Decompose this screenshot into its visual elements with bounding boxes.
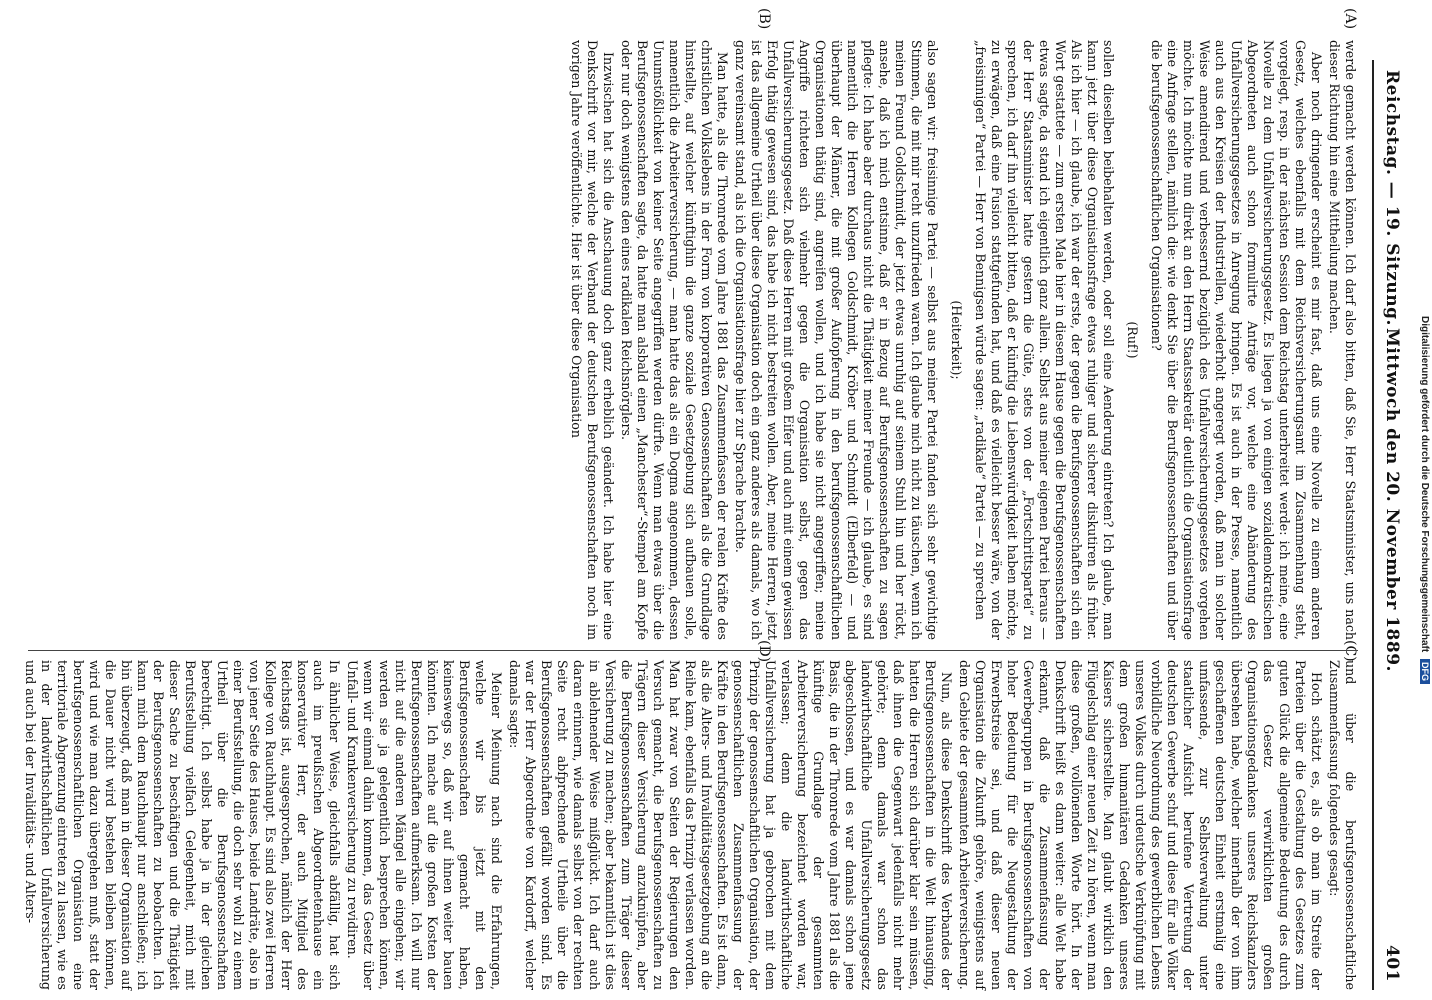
column-divider	[28, 650, 1358, 651]
paragraph: werde gemacht werden können. Ich darf also bitten, daß Sie, Herr Staatsminister, uns nach dieser Richtung hin eine Mittheilung machen.	[1327, 40, 1358, 640]
funding-note: Digitalisierung gefördert durch die Deutsche Forschungsgemeinschaft	[1419, 316, 1430, 653]
dfg-logo: DFG	[1420, 659, 1430, 684]
marker-a: (A)	[1342, 8, 1358, 30]
header-date: Mittwoch den 20. November 1889.	[1382, 328, 1402, 672]
left-column	[28, 40, 1358, 640]
page-number: 401	[1382, 945, 1402, 982]
paragraph: (Ruf!)	[1125, 321, 1140, 359]
paragraph: Inzwischen hat sich die Anschauung doch ganz erheblich geändert. Ich habe hier eine Denkschrift vor mir, welche der Verband der deutschen Berufsgenossenschaften noch im vorigen Jahre veröffentlichte. Hier ist über diese Organisation	[569, 40, 616, 640]
marker-b: (B)	[756, 8, 772, 30]
paragraph: Nun, als diese Denkschrift des Verbandes der Berufsgenossenschaften in die Welt hinausging, hatten die Herren sich darüber klar sein müssen, daß ihnen die Gegenwart jedenfalls nicht mehr gehörte; denn damals war schon das landwirthschaftliche Unfallversicherungsgesetz abgeschlossen, und es war damals schon jene Basis, die in der Thronrede vom Jahre 1881 als die künftige Grundlage der gesammten Arbeiterversicherung bezeichnet worden war, verlassen; denn die landwirthschaftliche Unfallversicherung hat ja gebrochen mit dem Prinzip der genossenschaftlichen Organisation, der genossenschaftlichen Zusammenfassung der Kräfte in den Berufsgenossenschaften. Es ist dann, als die Alters- und Invaliditätsgesetzgebung an die Reihe kam, ebenfalls das Prinzip verlassen worden. Man hat zwar von Seiten der Regierungen den Versuch gemacht, die Berufsgenossenschaften zu Trägern dieser Versicherung anzuknüpfen, aber die Berufsgenossenschaften zum Träger dieser Versicherung zu machen; aber bekanntlich ist dies in ablehnender Weise mißglückt. Ich darf auch daran erinnern, wie damals selbst von der rechten Seite recht abfprechende Urtheile über die Berufsgenossenschaften gefällt worden sind. Es war der Herr Abgeordnete von Kardorff, welcher damals sagte:	[507, 660, 954, 990]
footer-bar	[1414, 0, 1430, 1000]
paragraph: In ähnlicher Weise, gleichfalls abfällig, hat sich auch im preußischen Abgeordnetenhause ein konservativer Herr, der auch Mitglied des Reichstags ist, ausgesprochen, nämlich der Herr Kollege von Rauchhaupt. Es sind also zwei Herren von jener Seite des Hauses, beide Landräte, also in einer Berufsstellung, die doch sehr wohl zu einem Urtheil über die Berufsgenossenschaften berechtigt. Ich selbst habe ja in der gleichen Berufsstellung vielfach Gelegenheit, mich mit dieser Sache zu beschäftigen und die Thätigkeit der Berufsgenossenschaften zu beobachten. Ich kann mich dem Rauchhaupt nur anschließen; ich bin überzeugt, daß man in dieser Organisation auf die Dauer nicht wird bestehen bleiben können, wird und wie man dazu übergehen muß, statt der berufsgenossenschaftlichen Organisation eine territoriale Abgrenzung eintreten zu lassen, wie es in der landwirthschaftlichen Unfallversicherung und auch bei der Invaliditäts- und Alters-	[23, 660, 342, 990]
right-column	[23, 660, 1358, 990]
paragraph: Aber noch dringender erscheint es mir fast, daß uns eine Novelle zu einem anderen Gesetz, welches ebenfalls mit dem Reichsversicherungsamt im Zusammenhang steht, vorgelegt, resp. in der nächsten Session dem Reichstag unterbreitet werde: ich meine, eine Novelle zu dem Unfallversicherungsgesetz. Es liegen ja von einigen sozialdemokratischen Abgeordneten auch schon formulirte Anträge vor, welche eine Abänderung des Unfallversicherungsgesetzes in Anregung bringen. Es ist auch in der Presse, namentlich auch aus den Kreisen der Industriellen, wiederholt angeregt worden, daß man in solcher Weise amendirend und verbessernd bezüglich des Unfallversicherungsgesetzes vorgehen möchte. Ich möchte nun direkt an den Herrn Staatssekretär deutlich die Organisationsfrage eine Anfrage stellen, nämlich die: wie denkt Sie über die Berufsgenossenschaften und über die berufsgenossenschaftlichen Organisationen?	[1149, 40, 1324, 640]
paragraph: sollen dieselben beibehalten werden, oder soll eine Aenderung eintreten? Ich glaube, man kann jetzt über diese Organisationsfrage etwas ruhiger und sicherer diskutiren als früher. Als ich hier — ich glaube, ich war der erste, der gegen die Berufsgenossenschaften sich ein Wort gestattete — zum ersten Male hier in diesem Hause gegen die Berufsgenossenschaften etwas sagte, da stand ich eigentlich ganz allein. Selbst aus meiner eigenen Partei heraus — der Herr Staatsminister hatte gestern die Güte, stets von der „Fortschrittspartei“ zu sprechen, ich darf ihn vielleicht bitten, daß er künftig die Liebenswürdigkeit haben möchte, zu erwägen, daß eine Fusion stattgefunden hat, und daß es vielleicht besser wäre, von der „freisinnigen“ Partei — Herr von Bennigsen würde sagen: „radikale“ Partei — zu sprechen	[973, 40, 1116, 640]
header-left: Reichstag. — 19. Sitzung.	[1382, 70, 1402, 326]
paragraph: Hoch schätzt es, als ob man im Streite der Parteien über die Gestaltung des Gesetzes zum guten Glück die allgemeine Bedeutung des durch das Gesetz verwirklichten großen Organisationsgedankens unseres Reichskanzlers übersehen habe, welcher innerhalb der von ihm geschaffenen deutschen Einheit erstmalig eine umfassende, zur Selbstverwaltung unter staatlicher Aufsicht berufene Vertretung der deutschen Gewerbe schuf und diese für alle Völker vorbildliche Neuordnung des gewerblichen Lebens unseres Volkes durch urdeutsche Verknüpfung mit dem großen humanitären Gedanken unseres Kaisers sicherstellte. Man glaubt wirklich den Flügelschlag einer neuen Zeit zu hören, wenn man diese großen, vollönenden Worte hört. In der Denkschrift heißt es dann weiter: alle Welt habe erkannt, daß die Zusammenfassung der Gewerbegruppen in Berufsgenossenschaften von hoher Bedeutung für die Neugestaltung der Erwerbstreise sei, und daß dieser neuen Organisation die Zukunft gehöre, wenigstens auf dem Gebiete der gesammten Arbeiterversicherung.	[957, 660, 1324, 990]
paragraph: Man hatte, als die Thronrede vom Jahre 1881 das Zusammenfassen der realen Kräfte des christlichen Volkslebens in der Form von korporativen Genossenschaften als die Grundlage hinstellte, auf welcher künftighin die ganze soziale Gesetzgebung sich aufbauen solle, namentlich die Arbeiterversicherung, — man hatte das als ein Dogma angenommen, dessen Unumstößlichkeit von keiner Seite angegriffen werden dürfte. Wenn man etwas über die Berufsgenossenschaften sagte, da hatte man alsbald einen „Manchester“-Stempel am Kopfe oder nur doch wenigstens den eines radikalen Reichsnörglers.	[619, 40, 730, 640]
marker-c: (C)	[1342, 640, 1358, 662]
paragraph: und über die berufsgenossenschaftliche Zusammenfassung folgendes gesagt:	[1327, 660, 1358, 990]
marker-d: (D)	[756, 640, 772, 663]
header-rule	[1372, 60, 1374, 990]
paragraph: Meiner Meinung nach sind die Erfahrungen, welche wir bis jetzt mit den Berufsgenossenschaften gemacht haben, keineswegs so, daß wir auf ihnen weiter bauen könnten. Ich mache auf die großen Kosten der Berufsgenossenschaften aufmerksam. Ich will nur nicht auf die anderen Mängel alle eingehen; wir werden sie ja gelegentlich besprechen können, wenn wir einmal dahin kommen, das Gesetz über Unfall- und Krankenversicherung zu revidiren.	[345, 660, 504, 990]
paragraph: also sagen wir: freisinnige Partei — selbst aus meiner Partei fanden sich sehr gewichtige Stimmen, die mit mir recht unzufrieden waren. Ich glaube mich nicht zu täuschen, wenn ich meinen Freund Goldschmidt, der jetzt etwas unruhig auf seinem Stuhl hin und her rückt, ansehe, daß ich mich entsinne, daß er in Bezug auf Berufsgenossenschaften zu sagen pflegte: Ich habe aber durchaus nicht die Thätigkeit meiner Freunde — ich glaube, es sind namentlich die Herren Kollegen Goldschmidt, Kröber und Schmidt (Elberfeld) — und überhaupt der Männer, die mit großer Aufopferung in den berufsgenossenschaftlichen Organisationen thätig sind, angreifen wollen, und ich habe sie nicht angegriffen; meine Angriffe richteten sich vielmehr gegen die Organisation selbst, gegen das Unfallversicherungsgesetz. Daß diese Herren mit großem Eifer und auch mit einem gewissen Erfolg thätig gewesen sind, das habe ich nicht bestreiten wollen. Aber, meine Herren, jetzt ist das allgemeine Urtheil über diese Organisation doch ein ganz anderes als damals, wo ich ganz vereinsamt stand, als ich die Organisationsfrage hier zur Sprache brachte.	[733, 40, 940, 640]
footer-text	[1414, 0, 1430, 1000]
paragraph: (Heiterkeit);	[949, 300, 964, 380]
